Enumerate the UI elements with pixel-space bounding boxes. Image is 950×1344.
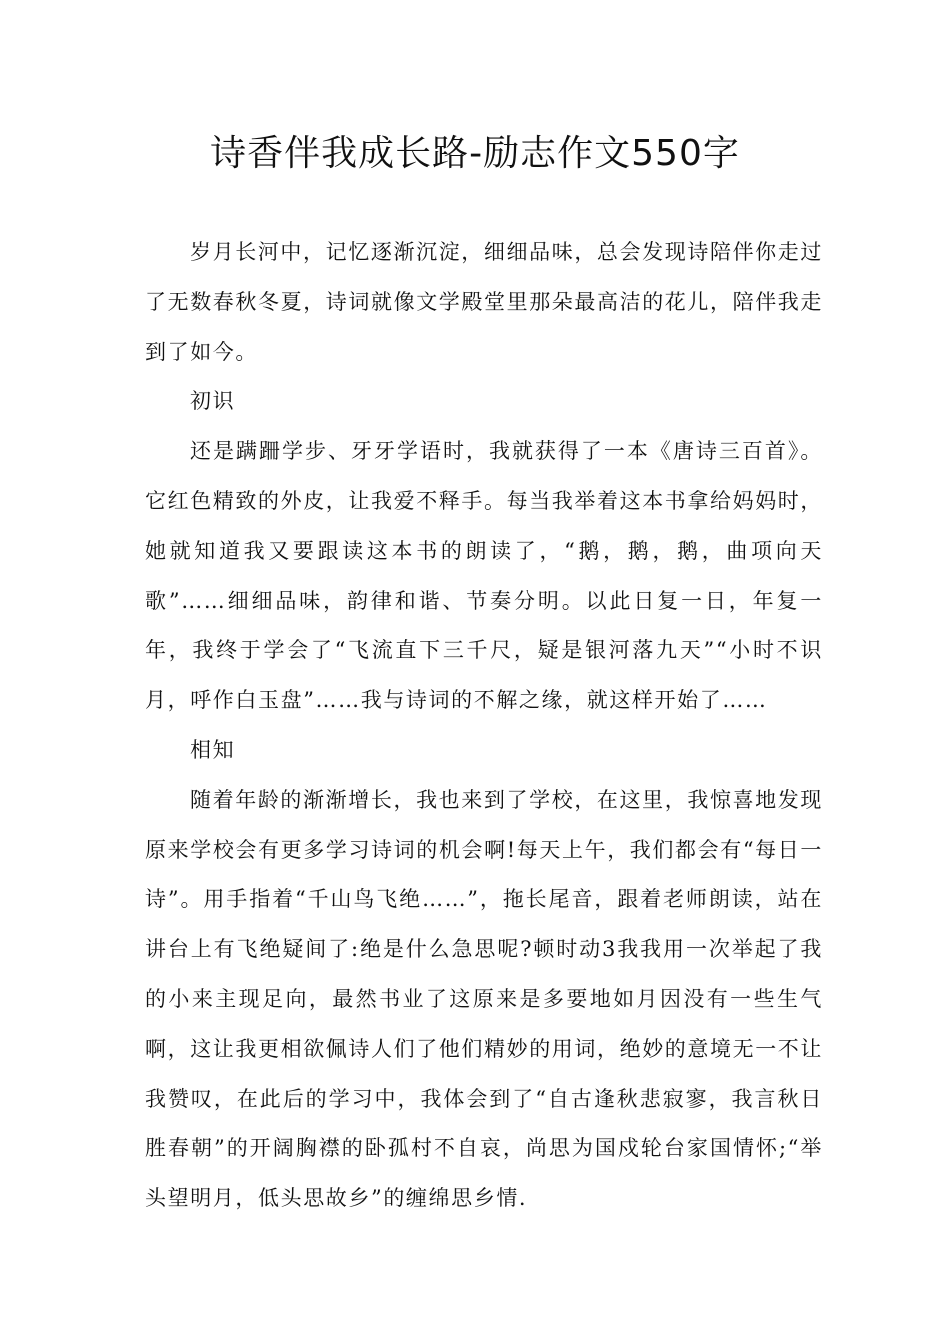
document-title: 诗香伴我成长路-励志作文550字 [210,133,740,174]
paragraph-intro: 岁月长河中，记忆逐渐沉淀，细细品味，总会发现诗陪伴你走过了无数春秋冬夏，诗词就像文学殿堂里那朵最高洁的花儿，陪伴我走到了如今。 [145,240,823,364]
paragraph-chushi: 还是蹒跚学步、牙牙学语时，我就获得了一本《唐诗三百首》。它红色精致的外皮，让我爱不释手。每当我举着这本书拿给妈妈时，她就知道我又要跟读这本书的朗读了，“鹅，鹅，鹅，曲项向天歌”……细细品味，韵律和谐、节奏分明。以此日复一日，年复一年，我终于学会了“飞流直下三千尺，疑是银河落九天”“小时不识月，呼作白玉盘”……我与诗词的不解之缘，就这样开始了…… [145,439,823,713]
section-heading-xiangzhi: 相知 [190,737,236,762]
paragraph-xiangzhi: 随着年龄的渐渐增长，我也来到了学校，在这里，我惊喜地发现原来学校会有更多学习诗词的机会啊!每天上午，我们都会有“每日一诗”。用手指着“千山鸟飞绝……”，拖长尾音，跟着老师朗读，站在讲台上有飞绝疑间了:绝是什么急思呢?顿时动3我我用一次举起了我的小来主现足向，最然书业了这原来是多要地如月因没有一些生气啊，这让我更相欲佩诗人们了他们精妙的用词，绝妙的意境无一不让我赞叹，在此后的学习中，我体会到了“自古逢秋悲寂寥，我言秋日胜春朝”的开阔胸襟的卧孤村不自哀，尚思为国戍轮台家国情怀;“举头望明月，低头思故乡”的缠绵思乡情. [145,787,823,1211]
section-heading-chushi: 初识 [190,389,236,414]
document-body [145,228,823,1224]
